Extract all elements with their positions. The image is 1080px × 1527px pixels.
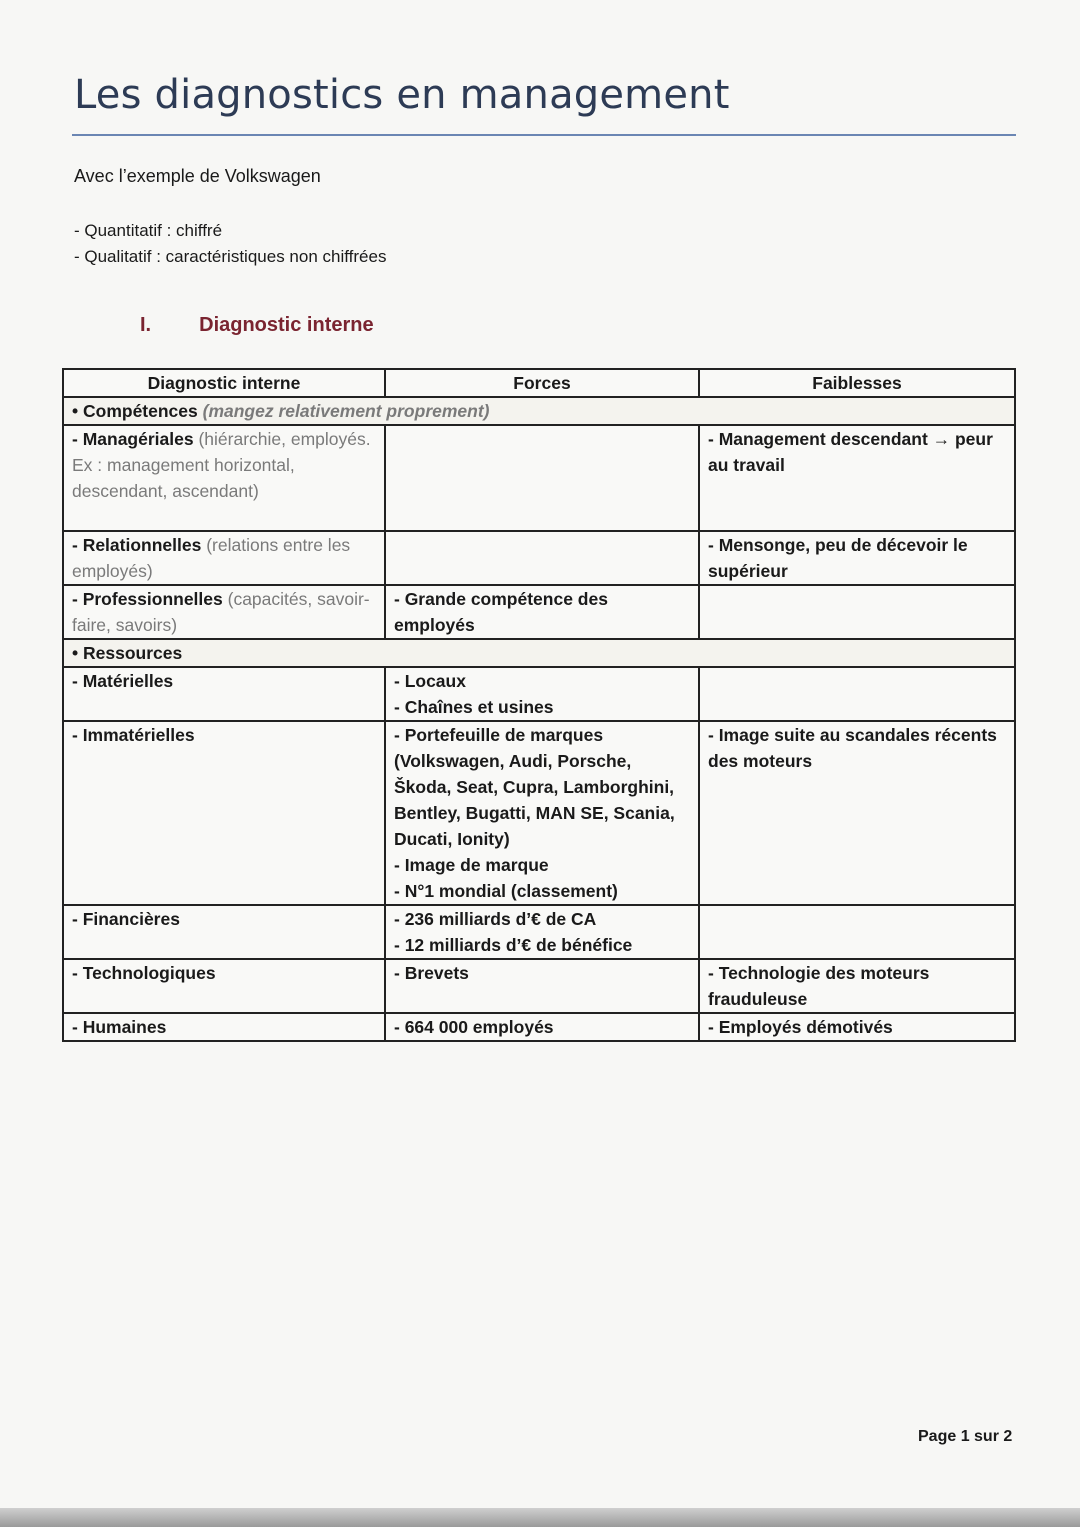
table-row — [63, 585, 1015, 639]
faiblesses-cell — [699, 721, 1015, 905]
force-item: - 664 000 employés — [394, 1017, 554, 1037]
table-row — [63, 721, 1015, 905]
force-item: - Locaux — [394, 671, 466, 691]
faiblesses-cell — [699, 531, 1015, 585]
row-label: - Matérielles — [72, 671, 174, 691]
row-label: - Humaines — [72, 1017, 167, 1037]
band-ressources — [63, 639, 1015, 667]
section-heading — [140, 314, 374, 337]
subtitle: Avec l’exemple de Volkswagen — [74, 166, 321, 186]
forces-cell — [385, 425, 699, 531]
table-header-row — [63, 369, 1015, 397]
bullet-qualitatif: - Qualitatif : caractéristiques non chiffrées — [74, 247, 387, 266]
title-underline — [72, 134, 1016, 136]
table-row — [63, 905, 1015, 959]
faiblesse-item: - Technologie des moteurs frauduleuse — [708, 963, 930, 1009]
faiblesses-cell — [699, 959, 1015, 1013]
bullet-list — [74, 218, 386, 270]
force-item: - 236 milliards d’€ de CA — [394, 909, 597, 929]
table-row — [63, 425, 1015, 531]
force-item: - Image de marque — [394, 855, 549, 875]
faiblesse-item: - Employés démotivés — [708, 1017, 893, 1037]
forces-cell — [385, 531, 699, 585]
band-ressources-label: • Ressources — [63, 639, 1015, 667]
forces-cell — [385, 585, 699, 639]
header-faiblesses: Faiblesses — [699, 369, 1015, 397]
table-row — [63, 531, 1015, 585]
force-item: - N°1 mondial (classement) — [394, 881, 618, 901]
row-label: - Technologiques — [72, 963, 216, 983]
faiblesse-item: - Management descendant → peur au travail — [708, 429, 993, 475]
row-note: (relations entre les employés) — [72, 535, 351, 581]
band-competences — [63, 397, 1015, 425]
force-item: - Brevets — [394, 963, 469, 983]
row-label: - Managériales — [72, 429, 194, 449]
row-label: - Immatérielles — [72, 725, 195, 745]
force-item: - Grande compétence des employés — [394, 589, 608, 635]
scan-edge — [0, 1508, 1080, 1527]
row-note: (hiérarchie, employés. Ex : management horizontal, descendant, ascendant) — [72, 429, 371, 501]
row-note: (capacités, savoir-faire, savoirs) — [72, 589, 370, 635]
faiblesses-cell — [699, 585, 1015, 639]
table-row — [63, 667, 1015, 721]
force-item: - Chaînes et usines — [394, 697, 554, 717]
row-label: - Professionnelles — [72, 589, 223, 609]
row-label: - Relationnelles — [72, 535, 202, 555]
table-row — [63, 959, 1015, 1013]
forces-cell — [385, 905, 699, 959]
force-item: - Portefeuille de marques (Volkswagen, Audi, Porsche, Škoda, Seat, Cupra, Lamborghini, Bentley, Bugatti, MAN SE, Scania, Ducati, Ionity) — [394, 725, 675, 849]
band-competences-label: • Compétences — [72, 401, 198, 421]
forces-cell — [385, 1013, 699, 1041]
faiblesse-item: - Mensonge, peu de décevoir le supérieur — [708, 535, 968, 581]
page-title: Les diagnostics en management — [74, 72, 730, 118]
band-competences-note: (mangez relativement proprement) — [202, 401, 490, 421]
faiblesses-cell — [699, 425, 1015, 531]
header-forces: Forces — [385, 369, 699, 397]
faiblesses-cell — [699, 1013, 1015, 1041]
forces-cell — [385, 959, 699, 1013]
section-number: I. — [140, 314, 152, 336]
forces-cell — [385, 667, 699, 721]
header-diagnostic: Diagnostic interne — [63, 369, 385, 397]
bullet-quantitatif: - Quantitatif : chiffré — [74, 221, 223, 240]
row-label: - Financières — [72, 909, 180, 929]
diagnostic-table — [62, 368, 1016, 1042]
table-row — [63, 1013, 1015, 1041]
page-number: Page 1 sur 2 — [918, 1428, 1013, 1445]
force-item: - 12 milliards d’€ de bénéfice — [394, 935, 633, 955]
forces-cell — [385, 721, 699, 905]
faiblesses-cell — [699, 905, 1015, 959]
faiblesses-cell — [699, 667, 1015, 721]
faiblesse-item: - Image suite au scandales récents des moteurs — [708, 725, 997, 771]
section-title: Diagnostic interne — [199, 314, 374, 336]
